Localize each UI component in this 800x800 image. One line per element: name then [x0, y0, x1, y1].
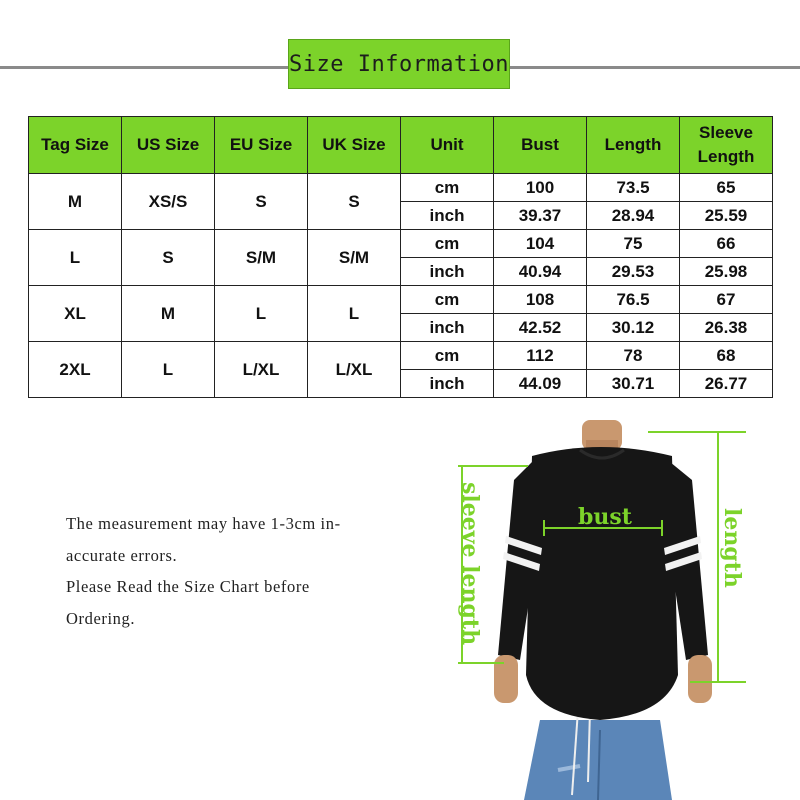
eu-size-cell: S/M	[215, 230, 308, 286]
bust-cell: 39.37	[494, 202, 587, 230]
uk-size-cell: L/XL	[308, 342, 401, 398]
note-line: Ordering.	[66, 608, 136, 628]
us-size-cell: S	[122, 230, 215, 286]
table-row	[29, 230, 773, 258]
shirt-body	[526, 447, 678, 720]
sleeve-cell: 26.38	[680, 314, 773, 342]
header-tag-size: Tag Size	[29, 117, 122, 174]
unit-cell: inch	[401, 202, 494, 230]
bust-label: bust	[578, 504, 632, 530]
length-cell: 30.12	[587, 314, 680, 342]
tag-size-cell: L	[29, 230, 122, 286]
length-cell: 75	[587, 230, 680, 258]
length-cell: 29.53	[587, 258, 680, 286]
header-sleeve-length: Sleeve Length	[680, 117, 773, 174]
header-length: Length	[587, 117, 680, 174]
header-unit: Unit	[401, 117, 494, 174]
eu-size-cell: L	[215, 286, 308, 342]
sleeve-cell: 25.59	[680, 202, 773, 230]
header-bust: Bust	[494, 117, 587, 174]
table-row	[29, 174, 773, 202]
tag-size-cell: M	[29, 174, 122, 230]
length-cell: 30.71	[587, 370, 680, 398]
bust-cell: 104	[494, 230, 587, 258]
size-table	[28, 116, 773, 398]
eu-size-cell: L/XL	[215, 342, 308, 398]
header-eu-size: EU Size	[215, 117, 308, 174]
table-row	[29, 342, 773, 370]
table-row	[29, 286, 773, 314]
note-line: accurate errors.	[66, 545, 178, 565]
model-figure	[440, 420, 800, 800]
note-line: The measurement may have 1-3cm in-	[66, 514, 341, 533]
unit-cell: inch	[401, 370, 494, 398]
length-label: length	[719, 508, 745, 588]
sleeve-cell: 66	[680, 230, 773, 258]
unit-cell: inch	[401, 314, 494, 342]
eu-size-cell: S	[215, 174, 308, 230]
bust-cell: 112	[494, 342, 587, 370]
header-us-size: US Size	[122, 117, 215, 174]
bust-cell: 44.09	[494, 370, 587, 398]
page-title: Size Information	[289, 51, 509, 77]
length-cell: 78	[587, 342, 680, 370]
length-cell: 76.5	[587, 286, 680, 314]
measurement-note	[66, 508, 396, 634]
title-banner	[288, 39, 510, 89]
bust-cell: 42.52	[494, 314, 587, 342]
tag-size-cell: XL	[29, 286, 122, 342]
table-header-row	[29, 117, 773, 174]
uk-size-cell: L	[308, 286, 401, 342]
unit-cell: inch	[401, 258, 494, 286]
header-rule-left	[0, 66, 290, 69]
us-size-cell: XS/S	[122, 174, 215, 230]
unit-cell: cm	[401, 230, 494, 258]
bust-cell: 108	[494, 286, 587, 314]
tag-size-cell: 2XL	[29, 342, 122, 398]
us-size-cell: M	[122, 286, 215, 342]
us-size-cell: L	[122, 342, 215, 398]
bust-cell: 100	[494, 174, 587, 202]
unit-cell: cm	[401, 174, 494, 202]
sleeve-cell: 26.77	[680, 370, 773, 398]
unit-cell: cm	[401, 286, 494, 314]
sleeve-length-label: sleeve length	[457, 482, 483, 646]
sleeve-cell: 65	[680, 174, 773, 202]
unit-cell: cm	[401, 342, 494, 370]
header-rule-right	[508, 66, 800, 69]
length-cell: 73.5	[587, 174, 680, 202]
uk-size-cell: S	[308, 174, 401, 230]
length-cell: 28.94	[587, 202, 680, 230]
uk-size-cell: S/M	[308, 230, 401, 286]
note-line: Please Read the Size Chart before	[66, 577, 310, 596]
header-uk-size: UK Size	[308, 117, 401, 174]
sleeve-cell: 68	[680, 342, 773, 370]
sleeve-cell: 67	[680, 286, 773, 314]
sleeve-cell: 25.98	[680, 258, 773, 286]
bust-cell: 40.94	[494, 258, 587, 286]
measurement-illustration	[440, 420, 800, 800]
